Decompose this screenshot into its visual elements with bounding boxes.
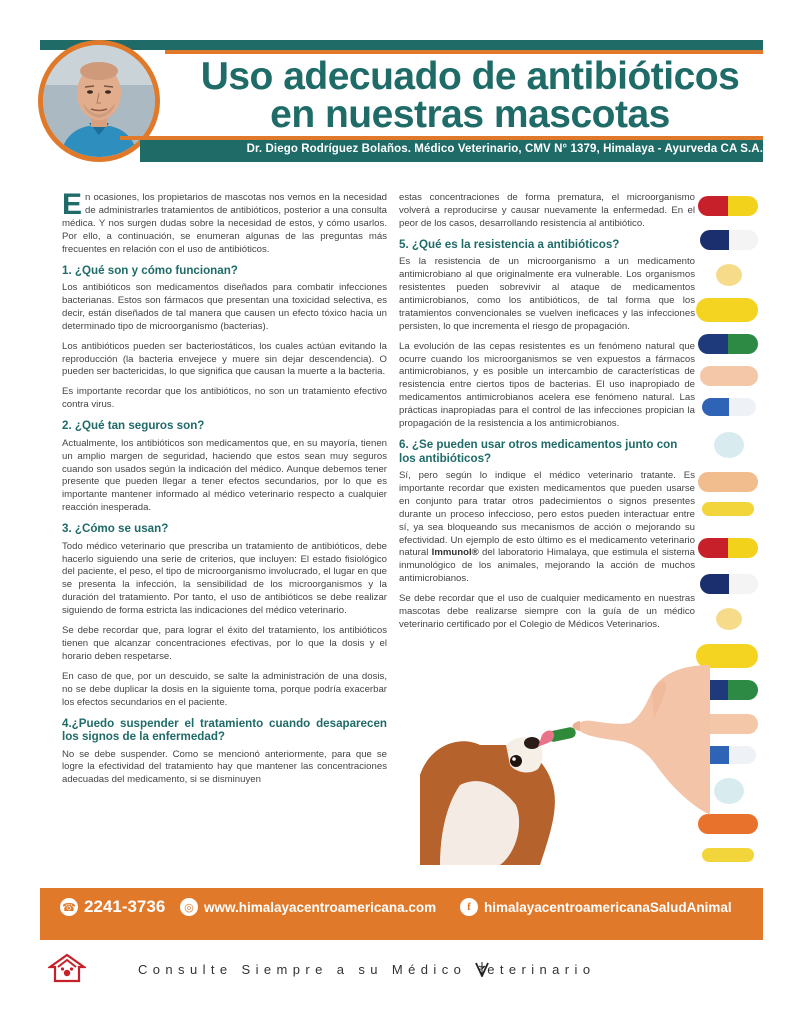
capsule-navy-white-2 [700, 574, 758, 594]
footer-phone[interactable] [60, 897, 165, 917]
capsule-yellow-small [702, 502, 754, 516]
article-right-column [399, 192, 695, 639]
tablet-light-blue-2 [714, 778, 744, 804]
globe-icon: ◎ [180, 898, 198, 916]
title-line-2: en nuestras mascotas [270, 93, 670, 136]
dog-hand-illustration [420, 665, 710, 865]
slogan [138, 961, 595, 977]
house-paw-icon [48, 953, 86, 983]
capsule-peach [700, 366, 758, 386]
footer-website-link[interactable] [180, 897, 436, 917]
article-title [170, 55, 770, 136]
section-6-paragraph-2: Se debe recordar que el uso de cualquier medicamento en nuestras mascotas debe realizarse siempre con la guía de un médico veterinario certificado por el Colegio de Médicos Veterinarios. [399, 593, 695, 630]
website-url: www.himalayacentroamericana.com [204, 899, 437, 915]
header-top-bar [40, 40, 763, 50]
intro-text: n ocasiones, los propietarios de mascotas nos vemos en la necesidad de administrarles tratamientos de antibióticos, posterior a una consulta médica. Y nos surgen dudas sobre la necesidad de estos, y cómo usarlos. Por ello, a continuación, se enumeran algunas de las preguntas más frecuentes en relación con el uso de antibióticos. [62, 192, 387, 255]
capsule-navy-white [700, 230, 758, 250]
header-top-accent [165, 50, 763, 54]
tablet-yellow-2 [716, 608, 742, 630]
section-1-heading: 1. ¿Qué son y cómo funcionan? [62, 263, 238, 277]
tablet-yellow [716, 264, 742, 286]
section-6-text-b: del laboratorio Himalaya, que estimula el sistema inmunológico de los animales, mejorando la acción de muchos antimicrobianos. [399, 547, 695, 585]
slogan-text-before: Consulte Siempre a su Médico [138, 962, 476, 977]
section-1-paragraph-2: Los antibióticos pueden ser bacteriostáticos, los cuales actúan evitando la reproducción (la bacteria envejece y muere sin dejar descendencia). O pueden ser bactericidas, lo que significa que causan la muerte a la bacteria. [62, 340, 387, 378]
capsule-red-yellow [698, 196, 758, 216]
section-4-heading: 4.¿Puedo suspender el tratamiento cuando desaparecen los signos de la enfermedad? [62, 716, 387, 743]
intro-paragraph [62, 188, 387, 257]
section-1-paragraph-1: Los antibióticos son medicamentos diseñados para combatir infecciones bacterianas. Estos son fármacos que presentan una toxicidad selectiva, es decir, están diseñados de tal manera que causen un efecto tóxico hacia un determinado tipo de microorganismo (bacterias). [62, 282, 387, 332]
section-6-text-a: Sí, pero según lo indique el médico veterinario tratante. Es importante recordar que existen medicamentos que pueden usarse en conjunto para tratar otros padecimientos o signos presentes durante un proceso infeccioso, pero estos pueden interactuar entre sí, ya sea bloqueando sus mecanismos de acción o mejorando su efectividad. Un ejemplo de esto último es el medicamento veterinario natural [399, 470, 695, 559]
drop-cap: E [62, 188, 83, 221]
slogan-text-after: eterinario [487, 962, 596, 977]
phone-number: 2241-3736 [84, 897, 166, 916]
immunol-brand: Immunol® [431, 547, 479, 559]
footer-bottom [40, 945, 763, 1024]
tablet-light-blue [714, 432, 744, 458]
section-4-paragraph-continued: estas concentraciones de forma prematura, el microorganismo volverá a reproducirse y causar nuevamente la enfermedad. En el peor de los casos, desarrollando resistencia al antibiótico. [399, 192, 695, 229]
section-3-paragraph-3: En caso de que, por un descuido, se salte la administración de una dosis, no se debe duplicar la dosis en la siguiente toma, porque podría exacerbar los efectos secundarios en el paciente. [62, 670, 387, 708]
section-3-paragraph-2: Se debe recordar que, para lograr el éxito del tratamiento, los antibióticos tienen que alcanzar concentraciones efectivas, por lo que la dosis y el horario deben respetarse. [62, 625, 387, 662]
section-3-paragraph-1: Todo médico veterinario que prescriba un tratamiento de antibióticos, debe hacerlo siguiendo una serie de criterios, que incluyen: El estado fisiológico del paciente, el peso, el tipo de microorganismo involucrado, el lugar en que se presenta la infección, la sensibilidad de los microorganismos y la duración del tratamiento. Por tanto, el uso de antibióticos se debe realizar siguiendo de forma estricta las indicaciones del médico veterinario. [62, 540, 387, 617]
capsule-navy-green [698, 334, 758, 354]
capsule-yellow [696, 298, 758, 322]
section-3-heading: 3. ¿Cómo se usan? [62, 522, 169, 536]
facebook-handle: himalayacentroamericanaSaludAnimal [484, 899, 732, 915]
facebook-icon: f [460, 898, 478, 916]
section-5-heading: 5. ¿Qué es la resistencia a antibióticos? [399, 237, 620, 251]
capsule-red-yellow-2 [698, 538, 758, 558]
section-2-heading: 2. ¿Qué tan seguros son? [62, 419, 205, 433]
section-6-heading: 6. ¿Se pueden usar otros medicamentos junto con los antibióticos? [399, 438, 678, 465]
author-portrait-illustration [43, 45, 155, 157]
capsule-blue-white-2 [702, 746, 756, 764]
capsule-blue-white [702, 398, 756, 416]
title-line-1: Uso adecuado de antibióticos [200, 55, 740, 98]
footer-facebook-link[interactable] [460, 897, 732, 917]
section-5-paragraph-2: La evolución de las cepas resistentes es un fenómeno natural que ocurre cuando los microorganismos se ven expuestos a fármacos antimicrobianos, y es posible un intercambio de características de resistencia entre ciertos tipos de bacterias. El uso inapropiado de medicamentos antimicrobianos acelera ese fenómeno natural. Las prácticas inapropiadas para el control de las infecciones propician la propagación de la resistencia a los antimicrobianos. [399, 340, 695, 430]
section-5-paragraph-1: Es la resistencia de un microorganismo a un medicamento antimicrobiano al que originalmente era vulnerable. Los organismos resistentes pueden sobrevivir al ataque de medicamentos antimicrobianos, como los antibióticos, de tal forma que los tratamientos convencionales se vuelven ineficaces y las infecciones persisten, lo que incrementa el riesgo de propagación. [399, 256, 695, 332]
capsule-orange-light [698, 472, 758, 492]
section-2-paragraph-1: Actualmente, los antibióticos son medicamentos que, en su mayoría, tienen un amplio margen de seguridad, haciendo que estos sean muy seguros cuando son usados según la indicación del médico. Aunque debemos tener presente que pueden llegar a tener efectos secundarios, por lo que es importante mantener informado al médico veterinario respecto a cualquier reacción inesperada. [62, 437, 387, 514]
article-left-column [62, 188, 387, 794]
section-6-paragraph-1 [399, 470, 695, 586]
phone-icon: ☎ [60, 898, 78, 916]
section-1-paragraph-3: Es importante recordar que los antibióticos, no son un tratamiento efectivo contra virus. [62, 386, 387, 411]
author-credit: Dr. Diego Rodríguez Bolaños. Médico Veterinario, CMV N° 1379, Himalaya - Ayurveda CA S.A. [246, 143, 763, 155]
section-4-paragraph-1: No se debe suspender. Como se mencionó anteriormente, para que se logre la efectividad del tratamiento hay que mantener las concentraciones adecuadas del medicamento, si se disminuyen [62, 748, 387, 786]
dog-taking-pill-illustration [420, 665, 710, 865]
